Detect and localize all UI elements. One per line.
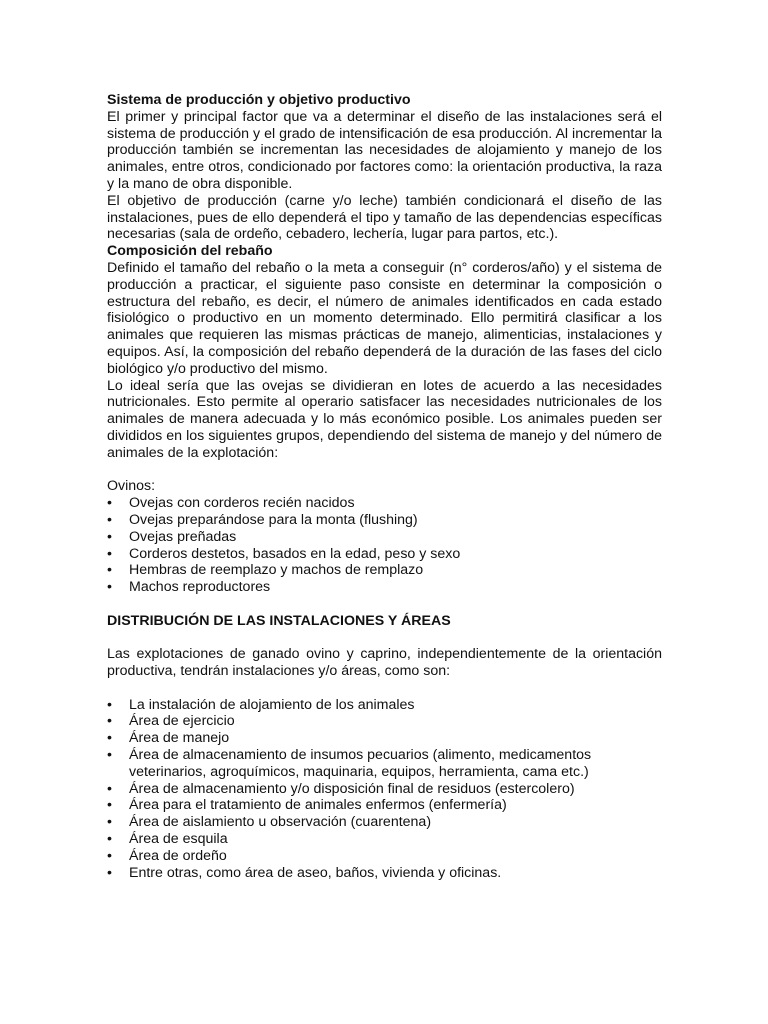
list-item-text: Hembras de reemplazo y machos de remplazo xyxy=(129,562,424,579)
bullet-icon: • xyxy=(107,797,112,814)
list-item-text: La instalación de alojamiento de los animales xyxy=(129,696,415,713)
document-page xyxy=(107,92,662,881)
section-heading-production-system: Sistema de producción y objetivo productivo xyxy=(107,92,411,108)
areas-list xyxy=(107,697,662,882)
bullet-icon: • xyxy=(107,864,112,881)
list-item-text: Área de aislamiento u observación (cuarentena) xyxy=(129,814,432,831)
list-item-text: Ovejas preñadas xyxy=(129,528,237,545)
list-item-text: Área de almacenamiento y/o disposición final de residuos (estercolero) xyxy=(129,780,575,797)
bullet-icon: • xyxy=(107,780,112,797)
bullet-icon: • xyxy=(107,495,112,512)
list-label-ovinos: Ovinos: xyxy=(107,478,156,495)
list-item xyxy=(107,697,662,714)
bullet-icon: • xyxy=(107,511,112,528)
bullet-icon: • xyxy=(107,545,112,562)
list-item xyxy=(107,848,662,865)
spacer xyxy=(107,630,662,647)
list-item-text: Área de ejercicio xyxy=(129,713,235,730)
ovinos-list xyxy=(107,495,662,596)
section-heading-distribution: DISTRIBUCIÓN DE LAS INSTALACIONES Y ÁREAS xyxy=(107,612,451,629)
list-item-text: Área de ordeño xyxy=(129,847,227,864)
list-item-text: Corderos destetos, basados en la edad, peso y sexo xyxy=(129,545,461,562)
paragraph: El objetivo de producción (carne y/o leche) también condicionará el diseño de las instalaciones, pues de ello dependerá el tipo y tamaño de las dependencias específicas necesarias (sala de ordeño, cebadero, lechería, lugar para partos, etc.). xyxy=(107,192,662,243)
list-item xyxy=(107,797,662,814)
list-item xyxy=(107,529,662,546)
list-item-text: Área de esquila xyxy=(129,831,228,848)
list-item xyxy=(107,747,662,781)
list-item xyxy=(107,814,662,831)
list-item-text: Área de almacenamiento de insumos pecuarios (alimento, medicamentos veterinarios, agroquímicos, maquinaria, equipos, herramienta, cama etc.) xyxy=(129,747,592,780)
list-item xyxy=(107,512,662,529)
list-item xyxy=(107,831,662,848)
list-item-text: Machos reproductores xyxy=(129,579,271,596)
list-item xyxy=(107,865,662,882)
bullet-icon: • xyxy=(107,562,112,579)
bullet-icon: • xyxy=(107,747,112,764)
bullet-icon: • xyxy=(107,696,112,713)
bullet-icon: • xyxy=(107,814,112,831)
list-item xyxy=(107,495,662,512)
paragraph: Las explotaciones de ganado ovino y caprino, independientemente de la orientación productiva, tendrán instalaciones y/o áreas, como son: xyxy=(107,646,662,680)
bullet-icon: • xyxy=(107,579,112,596)
paragraph: Lo ideal sería que las ovejas se dividieran en lotes de acuerdo a las necesidades nutricionales. Esto permite al operario satisfacer las necesidades nutricionales de los animales de manera adecuada y lo más económico posible. Los animales pueden ser divididos en los siguientes grupos, dependiendo del sistema de manejo y del número de animales de la explotación: xyxy=(107,377,662,461)
list-item-text: Entre otras, como área de aseo, baños, vivienda y oficinas. xyxy=(129,864,502,881)
list-item xyxy=(107,546,662,563)
spacer xyxy=(107,680,662,697)
list-item-text: Ovejas con corderos recién nacidos xyxy=(129,495,355,512)
bullet-icon: • xyxy=(107,713,112,730)
list-item xyxy=(107,713,662,730)
list-item xyxy=(107,579,662,596)
list-item-text: Área de manejo xyxy=(129,730,230,747)
list-item xyxy=(107,730,662,747)
list-item-text: Área para el tratamiento de animales enfermos (enfermería) xyxy=(129,797,507,814)
bullet-icon: • xyxy=(107,528,112,545)
section-heading-herd-composition: Composición del rebaño xyxy=(107,243,273,260)
list-item xyxy=(107,562,662,579)
bullet-icon: • xyxy=(107,831,112,848)
spacer xyxy=(107,596,662,613)
bullet-icon: • xyxy=(107,730,112,747)
spacer xyxy=(107,462,662,479)
list-item xyxy=(107,781,662,798)
paragraph: Definido el tamaño del rebaño o la meta a conseguir (n° corderos/año) y el sistema de producción a practicar, el siguiente paso consiste en determinar la composición o estructura del rebaño, es decir, el número de animales identificados en cada estado fisiológico o productivo en un momento determinado. Ello permitirá clasificar a los animales que requieren las mismas prácticas de manejo, alimenticias, instalaciones y equipos. Así, la composición del rebaño dependerá de la duración de las fases del ciclo biológico y/o productivo del mismo. xyxy=(107,259,662,377)
list-item-text: Ovejas preparándose para la monta (flushing) xyxy=(129,511,418,528)
bullet-icon: • xyxy=(107,847,112,864)
paragraph: El primer y principal factor que va a determinar el diseño de las instalaciones será el sistema de producción y el grado de intensificación de esa producción. Al incrementar la producción también se incrementan las necesidades de alojamiento y manejo de los animales, entre otros, condicionado por factores como: la orientación productiva, la raza y la mano de obra disponible. xyxy=(107,108,662,192)
